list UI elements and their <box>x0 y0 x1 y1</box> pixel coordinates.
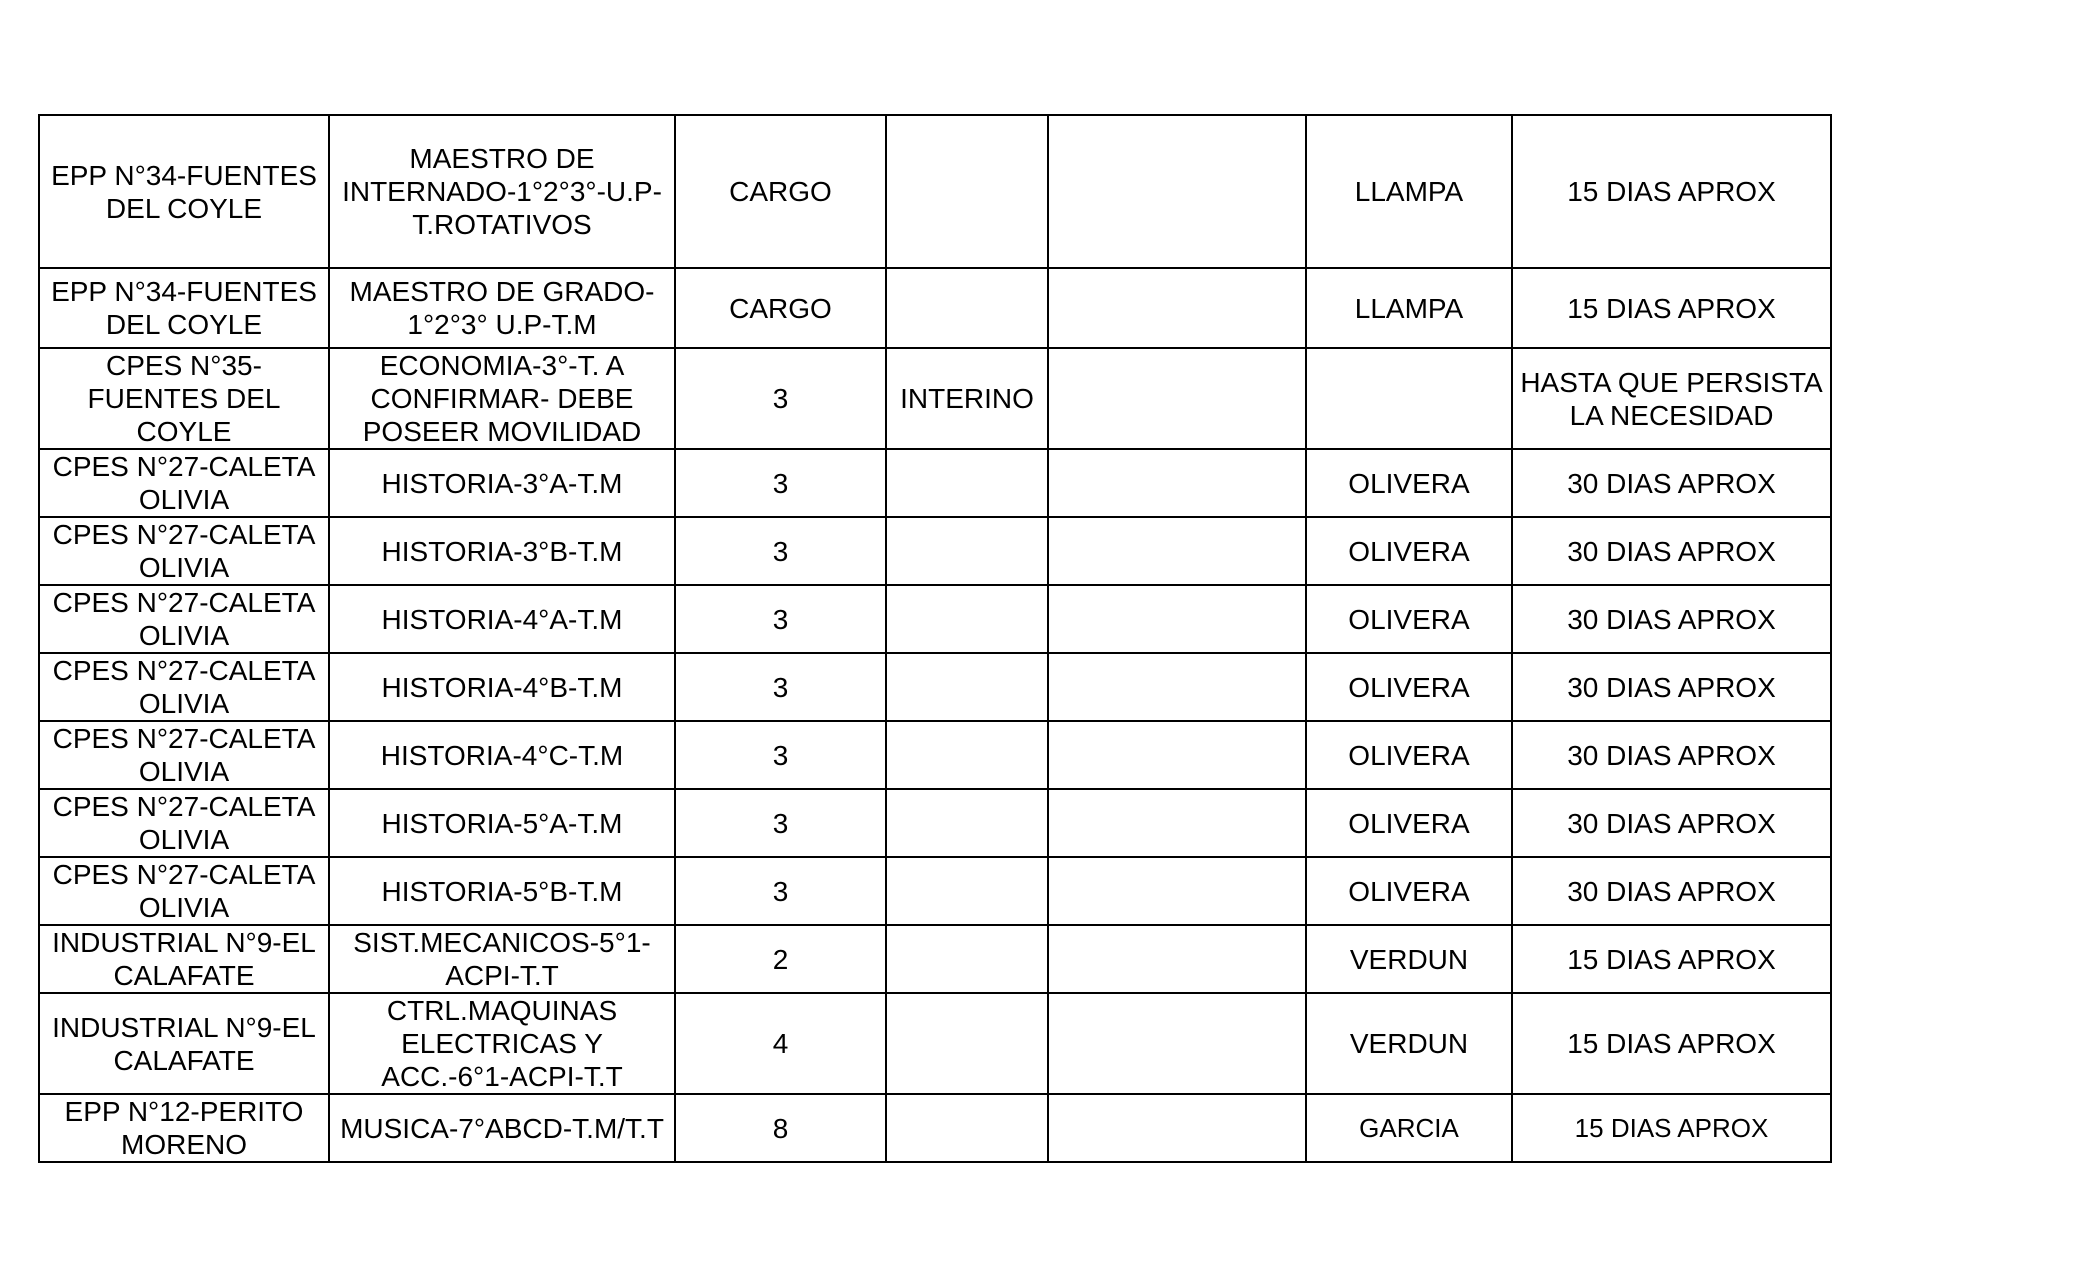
cell-duration: 30 DIAS APROX <box>1512 517 1831 585</box>
cell-hours: 2 <box>675 925 886 993</box>
cell-blank <box>1048 721 1306 789</box>
table-row <box>39 925 1831 993</box>
cell-holder: OLIVERA <box>1306 857 1512 925</box>
cell-holder: VERDUN <box>1306 925 1512 993</box>
table-row <box>39 585 1831 653</box>
cell-school: INDUSTRIAL N°9-EL CALAFATE <box>39 993 329 1094</box>
cell-holder: LLAMPA <box>1306 268 1512 348</box>
cell-type <box>886 1094 1048 1162</box>
cell-subject: ECONOMIA-3°-T. A CONFIRMAR- DEBE POSEER MOVILIDAD <box>329 348 675 449</box>
cell-subject: MAESTRO DE INTERNADO-1°2°3°-U.P-T.ROTATIVOS <box>329 115 675 268</box>
vacancy-table <box>38 114 1832 1163</box>
cell-hours: CARGO <box>675 268 886 348</box>
cell-blank <box>1048 925 1306 993</box>
cell-duration: 15 DIAS APROX <box>1512 925 1831 993</box>
table-row <box>39 115 1831 268</box>
cell-blank <box>1048 585 1306 653</box>
cell-blank <box>1048 857 1306 925</box>
cell-subject: HISTORIA-4°C-T.M <box>329 721 675 789</box>
cell-holder: OLIVERA <box>1306 449 1512 517</box>
cell-type: INTERINO <box>886 348 1048 449</box>
cell-blank <box>1048 789 1306 857</box>
table-row <box>39 517 1831 585</box>
cell-blank <box>1048 115 1306 268</box>
cell-duration: 30 DIAS APROX <box>1512 585 1831 653</box>
cell-holder: OLIVERA <box>1306 653 1512 721</box>
cell-hours: 3 <box>675 348 886 449</box>
cell-hours: 3 <box>675 653 886 721</box>
cell-school: CPES N°27-CALETA OLIVIA <box>39 653 329 721</box>
cell-holder: OLIVERA <box>1306 585 1512 653</box>
table-row <box>39 789 1831 857</box>
cell-hours: 4 <box>675 993 886 1094</box>
cell-type <box>886 517 1048 585</box>
cell-blank <box>1048 449 1306 517</box>
cell-subject: HISTORIA-3°A-T.M <box>329 449 675 517</box>
cell-subject: HISTORIA-4°B-T.M <box>329 653 675 721</box>
cell-type <box>886 721 1048 789</box>
cell-type <box>886 653 1048 721</box>
cell-school: EPP N°34-FUENTES DEL COYLE <box>39 268 329 348</box>
table-row <box>39 721 1831 789</box>
cell-subject: HISTORIA-5°A-T.M <box>329 789 675 857</box>
cell-hours: 8 <box>675 1094 886 1162</box>
cell-holder: OLIVERA <box>1306 517 1512 585</box>
table-row <box>39 449 1831 517</box>
cell-duration: 15 DIAS APROX <box>1512 268 1831 348</box>
cell-type <box>886 449 1048 517</box>
cell-blank <box>1048 268 1306 348</box>
cell-school: CPES N°27-CALETA OLIVIA <box>39 517 329 585</box>
cell-duration: 15 DIAS APROX <box>1512 993 1831 1094</box>
cell-school: EPP N°34-FUENTES DEL COYLE <box>39 115 329 268</box>
cell-subject: HISTORIA-3°B-T.M <box>329 517 675 585</box>
cell-subject: MAESTRO DE GRADO-1°2°3° U.P-T.M <box>329 268 675 348</box>
cell-type <box>886 857 1048 925</box>
cell-holder: OLIVERA <box>1306 789 1512 857</box>
cell-holder: VERDUN <box>1306 993 1512 1094</box>
cell-school: CPES N°27-CALETA OLIVIA <box>39 857 329 925</box>
cell-school: CPES N°35-FUENTES DEL COYLE <box>39 348 329 449</box>
cell-school: CPES N°27-CALETA OLIVIA <box>39 789 329 857</box>
cell-subject: HISTORIA-4°A-T.M <box>329 585 675 653</box>
cell-school: EPP N°12-PERITO MORENO <box>39 1094 329 1162</box>
cell-type <box>886 993 1048 1094</box>
cell-duration: 15 DIAS APROX <box>1512 115 1831 268</box>
cell-hours: 3 <box>675 721 886 789</box>
cell-blank <box>1048 993 1306 1094</box>
cell-duration: HASTA QUE PERSISTA LA NECESIDAD <box>1512 348 1831 449</box>
table-row <box>39 857 1831 925</box>
cell-school: CPES N°27-CALETA OLIVIA <box>39 585 329 653</box>
cell-school: INDUSTRIAL N°9-EL CALAFATE <box>39 925 329 993</box>
cell-type <box>886 789 1048 857</box>
table-row <box>39 993 1831 1094</box>
cell-holder: LLAMPA <box>1306 115 1512 268</box>
cell-blank <box>1048 1094 1306 1162</box>
cell-type <box>886 115 1048 268</box>
table-row <box>39 348 1831 449</box>
cell-holder: GARCIA <box>1306 1094 1512 1162</box>
cell-school: CPES N°27-CALETA OLIVIA <box>39 721 329 789</box>
cell-blank <box>1048 348 1306 449</box>
cell-hours: 3 <box>675 789 886 857</box>
cell-type <box>886 268 1048 348</box>
cell-duration: 30 DIAS APROX <box>1512 857 1831 925</box>
cell-type <box>886 585 1048 653</box>
cell-blank <box>1048 653 1306 721</box>
table-row <box>39 653 1831 721</box>
cell-hours: 3 <box>675 857 886 925</box>
cell-duration: 30 DIAS APROX <box>1512 721 1831 789</box>
cell-subject: CTRL.MAQUINAS ELECTRICAS Y ACC.-6°1-ACPI-T.T <box>329 993 675 1094</box>
cell-hours: 3 <box>675 449 886 517</box>
cell-duration: 30 DIAS APROX <box>1512 449 1831 517</box>
cell-subject: HISTORIA-5°B-T.M <box>329 857 675 925</box>
cell-subject: SIST.MECANICOS-5°1-ACPI-T.T <box>329 925 675 993</box>
cell-type <box>886 925 1048 993</box>
cell-duration: 30 DIAS APROX <box>1512 653 1831 721</box>
cell-hours: CARGO <box>675 115 886 268</box>
cell-hours: 3 <box>675 585 886 653</box>
cell-duration: 15 DIAS APROX <box>1512 1094 1831 1162</box>
table-row <box>39 268 1831 348</box>
cell-holder <box>1306 348 1512 449</box>
cell-school: CPES N°27-CALETA OLIVIA <box>39 449 329 517</box>
cell-duration: 30 DIAS APROX <box>1512 789 1831 857</box>
cell-hours: 3 <box>675 517 886 585</box>
cell-blank <box>1048 517 1306 585</box>
cell-subject: MUSICA-7°ABCD-T.M/T.T <box>329 1094 675 1162</box>
cell-holder: OLIVERA <box>1306 721 1512 789</box>
table-row <box>39 1094 1831 1162</box>
